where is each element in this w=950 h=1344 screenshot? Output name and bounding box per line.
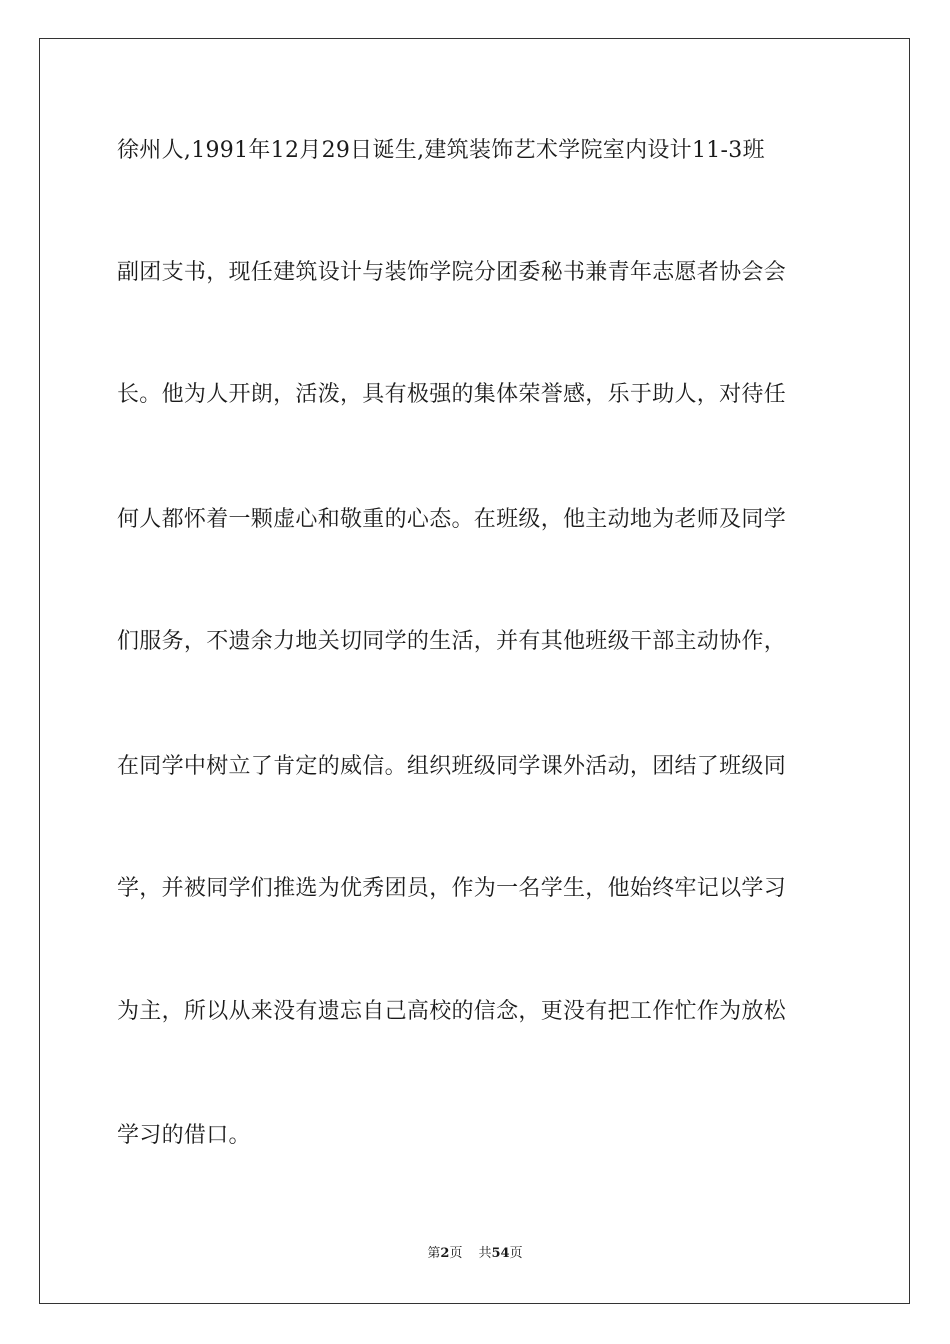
page-number: 2 (440, 1246, 450, 1261)
paragraph-line-3: 长。他为人开朗，活泼，具有极强的集体荣誉感，乐于助人，对待任 (117, 382, 787, 407)
paragraph-line-2: 副团支书，现任建筑设计与装饰学院分团委秘书兼青年志愿者协会会 (117, 260, 787, 285)
total-label-suffix: 页 (509, 1246, 523, 1261)
paragraph-line-9: 学习的借口。 (117, 1123, 251, 1148)
page-label-prefix: 第 (427, 1246, 441, 1261)
page-frame (39, 38, 910, 1304)
paragraph-line-6: 在同学中树立了肯定的威信。组织班级同学课外活动，团结了班级同 (117, 754, 787, 779)
page-label-suffix: 页 (449, 1246, 463, 1261)
paragraph-line-1: 徐州人,1991年12月29日诞生,建筑装饰艺术学院室内设计11-3班 (117, 138, 765, 163)
total-label-prefix: 共 (478, 1246, 492, 1261)
paragraph-line-5: 们服务，不遗余力地关切同学的生活，并有其他班级干部主动协作， (117, 629, 787, 654)
paragraph-line-7: 学，并被同学们推选为优秀团员，作为一名学生，他始终牢记以学习 (117, 876, 787, 901)
page-footer (0, 1245, 950, 1263)
paragraph-line-4: 何人都怀着一颗虚心和敬重的心态。在班级，他主动地为老师及同学 (117, 507, 787, 532)
total-pages: 54 (491, 1246, 510, 1261)
paragraph-line-8: 为主，所以从来没有遗忘自己高校的信念，更没有把工作忙作为放松 (117, 999, 787, 1024)
